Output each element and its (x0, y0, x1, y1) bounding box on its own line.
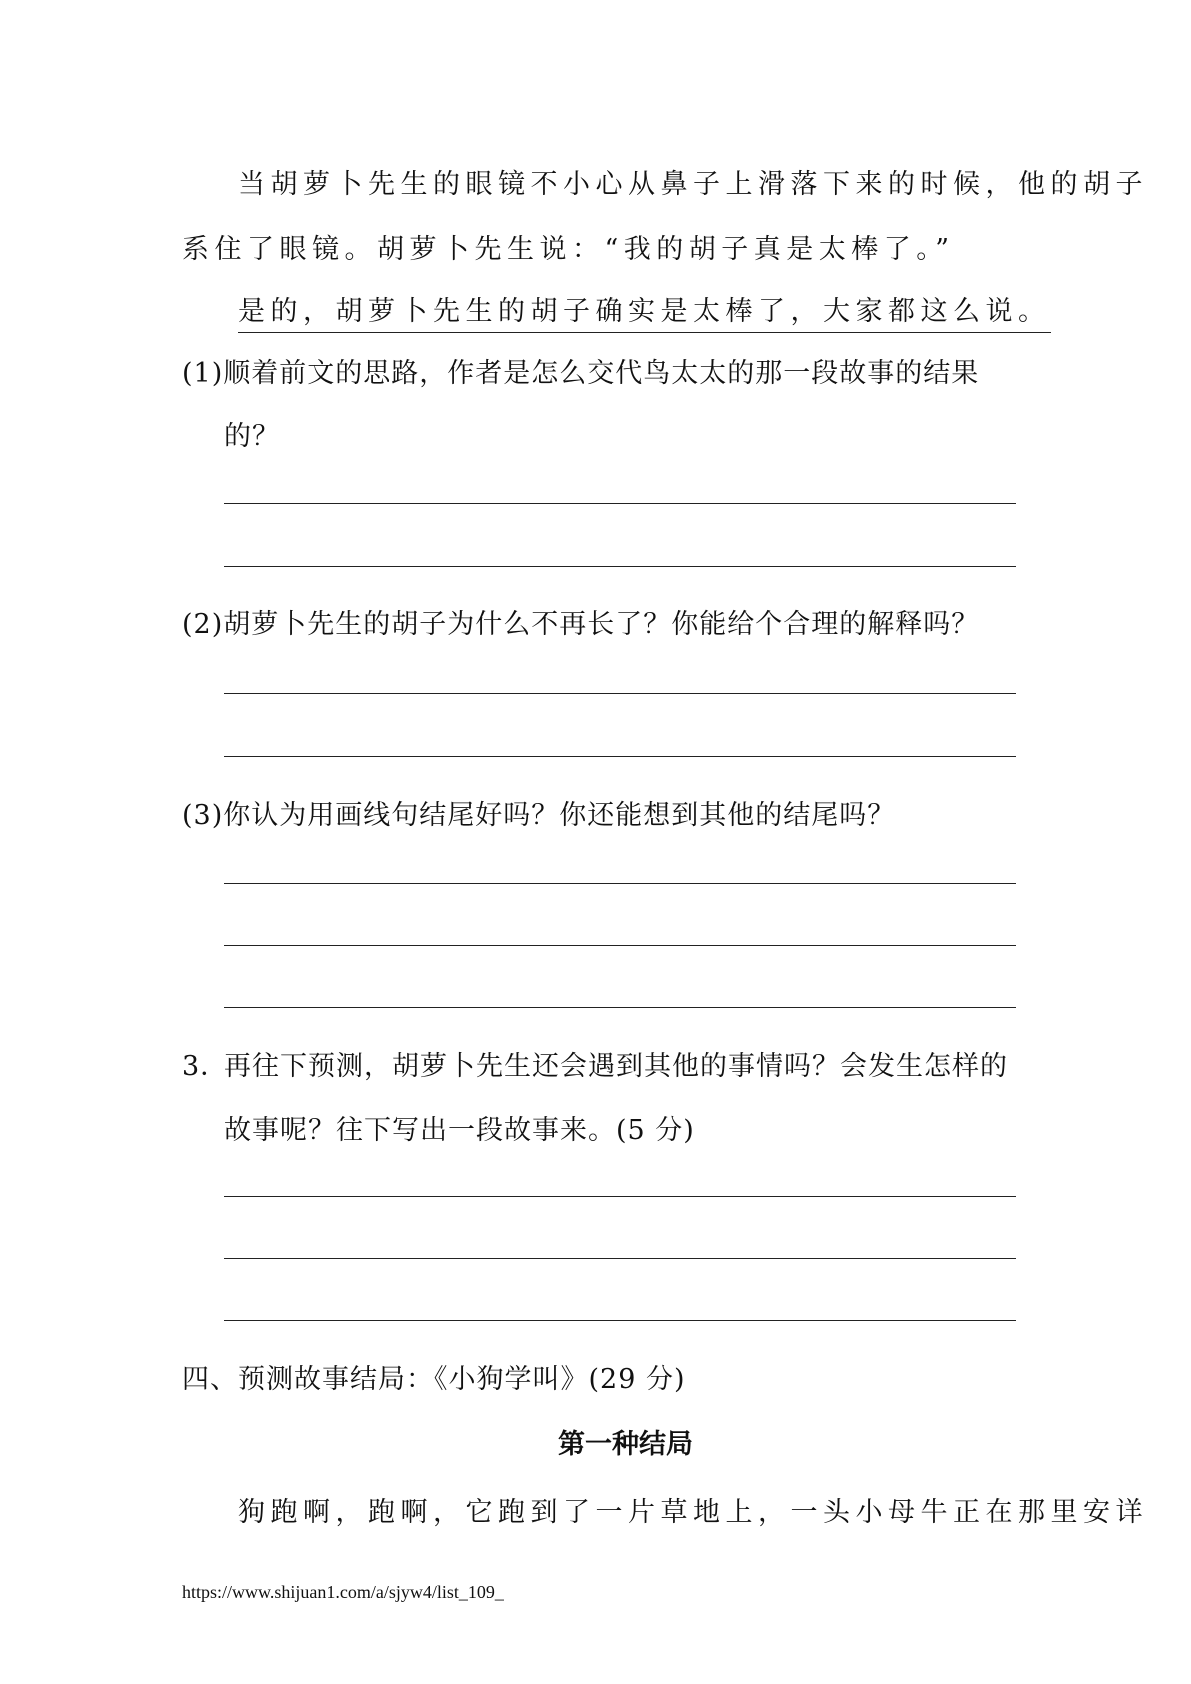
underlined-sentence: 是的，胡萝卜先生的胡子确实是太棒了，大家都这么说。 (238, 289, 1051, 333)
passage-line-1: 当胡萝卜先生的眼镜不小心从鼻子上滑落下来的时候，他的胡子 (238, 169, 1148, 200)
answer-line[interactable] (224, 945, 1016, 946)
answer-line[interactable] (224, 756, 1016, 757)
question-1-line-2: 的？ (224, 421, 280, 452)
question-3-main-line-1: 再往下预测，胡萝卜先生还会遇到其他的事情吗？会发生怎样的 (224, 1051, 1008, 1082)
question-3-line-1: (3)你认为用画线句结尾好吗？你还能想到其他的结尾吗？ (182, 800, 896, 831)
answer-line[interactable] (224, 883, 1016, 884)
answer-line[interactable] (224, 1007, 1016, 1008)
answer-line[interactable] (224, 1258, 1016, 1259)
question-2-line-1: (2)胡萝卜先生的胡子为什么不再长了？你能给个合理的解释吗？ (182, 609, 980, 640)
section-4-text-line-1: 狗跑啊，跑啊，它跑到了一片草地上，一头小母牛正在那里安详 (238, 1497, 1148, 1528)
answer-line[interactable] (224, 693, 1016, 694)
question-1-line-1: (1)顺着前文的思路，作者是怎么交代鸟太太的那一段故事的结果 (182, 358, 980, 389)
answer-line[interactable] (224, 566, 1016, 567)
footer-url[interactable]: https://www.shijuan1.com/a/sjyw4/list_109_ (182, 1582, 504, 1602)
answer-line[interactable] (224, 1196, 1016, 1197)
answer-line[interactable] (224, 503, 1016, 504)
passage-line-2: 系住了眼镜。胡萝卜先生说：“我的胡子真是太棒了。” (182, 234, 955, 265)
question-number: 3． (182, 1051, 229, 1082)
answer-line[interactable] (224, 1320, 1016, 1321)
question-3-main-line-2: 故事呢？往下写出一段故事来。(5 分) (224, 1115, 695, 1146)
section-4-title: 四、预测故事结局：《小狗学叫》(29 分) (182, 1364, 686, 1395)
section-4-subtitle: 第一种结局 (558, 1429, 693, 1460)
